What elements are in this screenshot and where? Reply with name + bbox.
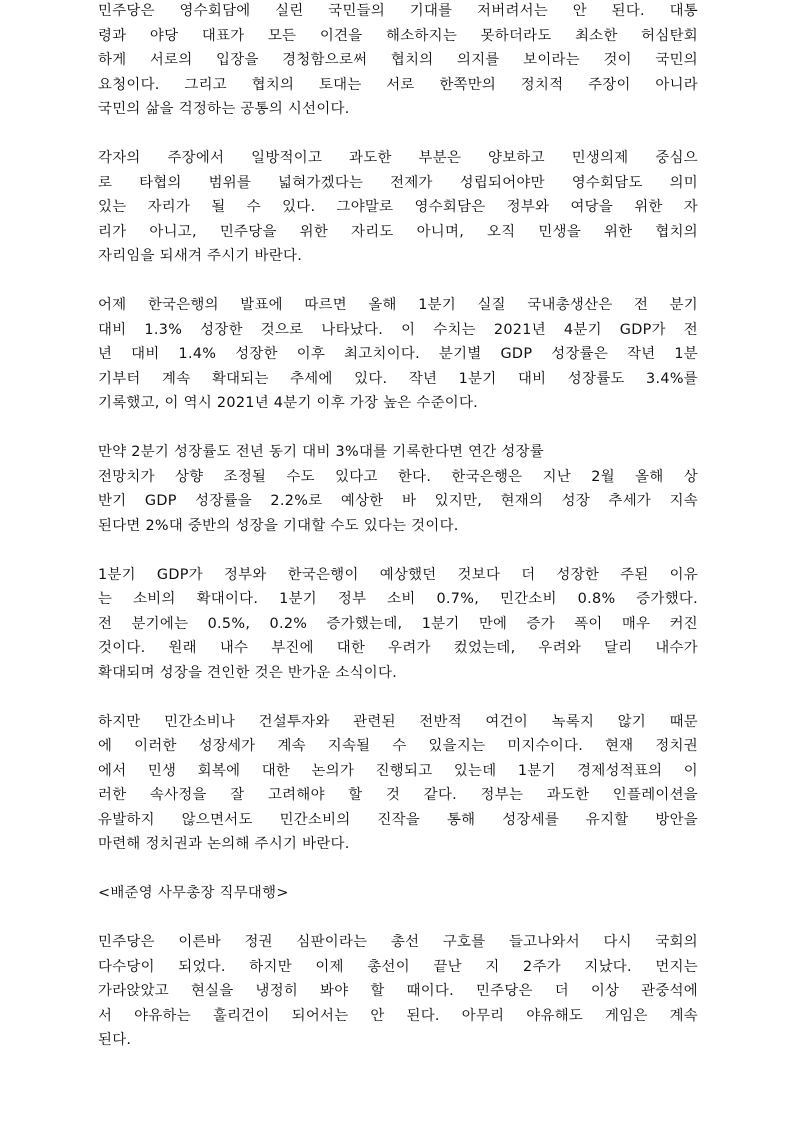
paragraph	[98, 293, 698, 416]
text-line: 령과 야당 대표가 모든 이견을 해소하지는 못하더라도 최소한 허심탄회	[98, 27, 698, 44]
text-line: 대비 1.3% 성장한 것으로 나타났다. 이 수치는 2021년 4분기 GDP가 전	[98, 321, 698, 338]
text-line: 전망치가 상향 조정될 수도 있다고 한다. 한국은행은 지난 2월 올해 상	[98, 468, 698, 485]
text-line: 자리임을 되새겨 주시기 바란다.	[98, 248, 303, 264]
speaker-heading: <배준영 사무총장 직무대행>	[98, 885, 289, 901]
paragraph	[98, 563, 698, 686]
text-line: 는 소비의 확대이다. 1분기 정부 소비 0.7%, 민간소비 0.8% 증가했다.	[98, 591, 698, 607]
text-line: 된다면 2%대 중반의 성장을 기대할 수도 있다는 것이다.	[98, 517, 459, 534]
text-line: 서 야유하는 훌리건이 되어서는 안 된다. 아무리 야유해도 게임은 계속	[98, 1007, 698, 1024]
text-line: 있는 자리가 될 수 있다. 그야말로 영수회담은 정부와 여당을 위한 자	[98, 199, 698, 215]
text-line: 기록했고, 이 역시 2021년 4분기 이후 가장 높은 수준이다.	[98, 395, 479, 411]
text-line: 다수당이 되었다. 하지만 이제 총선이 끝난 지 2주가 지났다. 먼지는	[98, 958, 698, 975]
paragraph	[98, 0, 698, 122]
text-line: 각자의 주장에서 일방적이고 과도한 부분은 양보하고 민생의제 중심으	[98, 150, 698, 166]
text-line: 하게 서로의 입장을 경청함으로써 협치의 의지를 보이라는 것이 국민의	[98, 52, 698, 68]
paragraph	[98, 146, 698, 269]
text-line: 로 타협의 범위를 넓혀가겠다는 전제가 성립되어야만 영수회담도 의미	[98, 174, 698, 191]
text-line: 어제 한국은행의 발표에 따르면 올해 1분기 실질 국내총생산은 전 분기	[98, 297, 698, 313]
text-line: 가라앉았고 현실을 냉정히 봐야 할 때이다. 민주당은 더 이상 관중석에	[98, 983, 698, 999]
text-line: 된다.	[98, 1032, 132, 1048]
text-line: 반기 GDP 성장률을 2.2%로 예상한 바 있지만, 현재의 성장 추세가 지속	[98, 493, 698, 509]
text-line: 유발하지 않으면서도 민간소비의 진작을 통해 성장세를 유지할 방안을	[98, 811, 698, 828]
text-line: 국민의 삶을 걱정하는 공통의 시선이다.	[98, 101, 350, 117]
text-line: 러한 속사정을 잘 고려해야 할 것 같다. 정부는 과도한 인플레이션을	[98, 787, 698, 803]
text-line: 전 분기에는 0.5%, 0.2% 증가했는데, 1분기 만에 증가 폭이 매우 커진	[98, 615, 698, 632]
text-line: 마련해 정치권과 논의해 주시기 바란다.	[98, 836, 350, 852]
text-line: 것이다. 원래 내수 부진에 대한 우려가 컸었는데, 우려와 달리 내수가	[98, 640, 698, 656]
text-line: 민주당은 영수회담에 실린 국민들의 기대를 저버려서는 안 된다. 대통	[98, 3, 698, 19]
document-page	[98, 0, 698, 1077]
text-line: 년 대비 1.4% 성장한 이후 최고치이다. 분기별 GDP 성장률은 작년 1분	[98, 346, 698, 362]
text-line: 확대되며 성장을 견인한 것은 반가운 소식이다.	[98, 664, 398, 681]
text-line: 에 이러한 성장세가 계속 지속될 수 있을지는 미지수이다. 현재 정치권	[98, 738, 698, 754]
text-line: 하지만 민간소비나 건설투자와 관련된 전반적 여건이 녹록지 않기 때문	[98, 713, 698, 730]
paragraph	[98, 440, 698, 538]
paragraph	[98, 930, 698, 1053]
text-line: 1분기 GDP가 정부와 한국은행이 예상했던 것보다 더 성장한 주된 이유	[98, 566, 698, 583]
text-line: 요청이다. 그리고 협치의 토대는 서로 한쪽만의 정치적 주장이 아니라	[98, 76, 698, 93]
text-line: 민주당은 이른바 정권 심판이라는 총선 구호를 들고나와서 다시 국회의	[98, 934, 698, 950]
paragraph	[98, 710, 698, 857]
text-line: 리가 아니고, 민주당을 위한 자리도 아니며, 오직 민생을 위한 협치의	[98, 223, 698, 240]
text-line: 에서 민생 회복에 대한 논의가 진행되고 있는데 1분기 경제성적표의 이	[98, 762, 698, 779]
text-line: 만약 2분기 성장률도 전년 동기 대비 3%대를 기록한다면 연간 성장률	[98, 444, 544, 460]
text-line: 기부터 계속 확대되는 추세에 있다. 작년 1분기 대비 성장률도 3.4%를	[98, 370, 698, 387]
